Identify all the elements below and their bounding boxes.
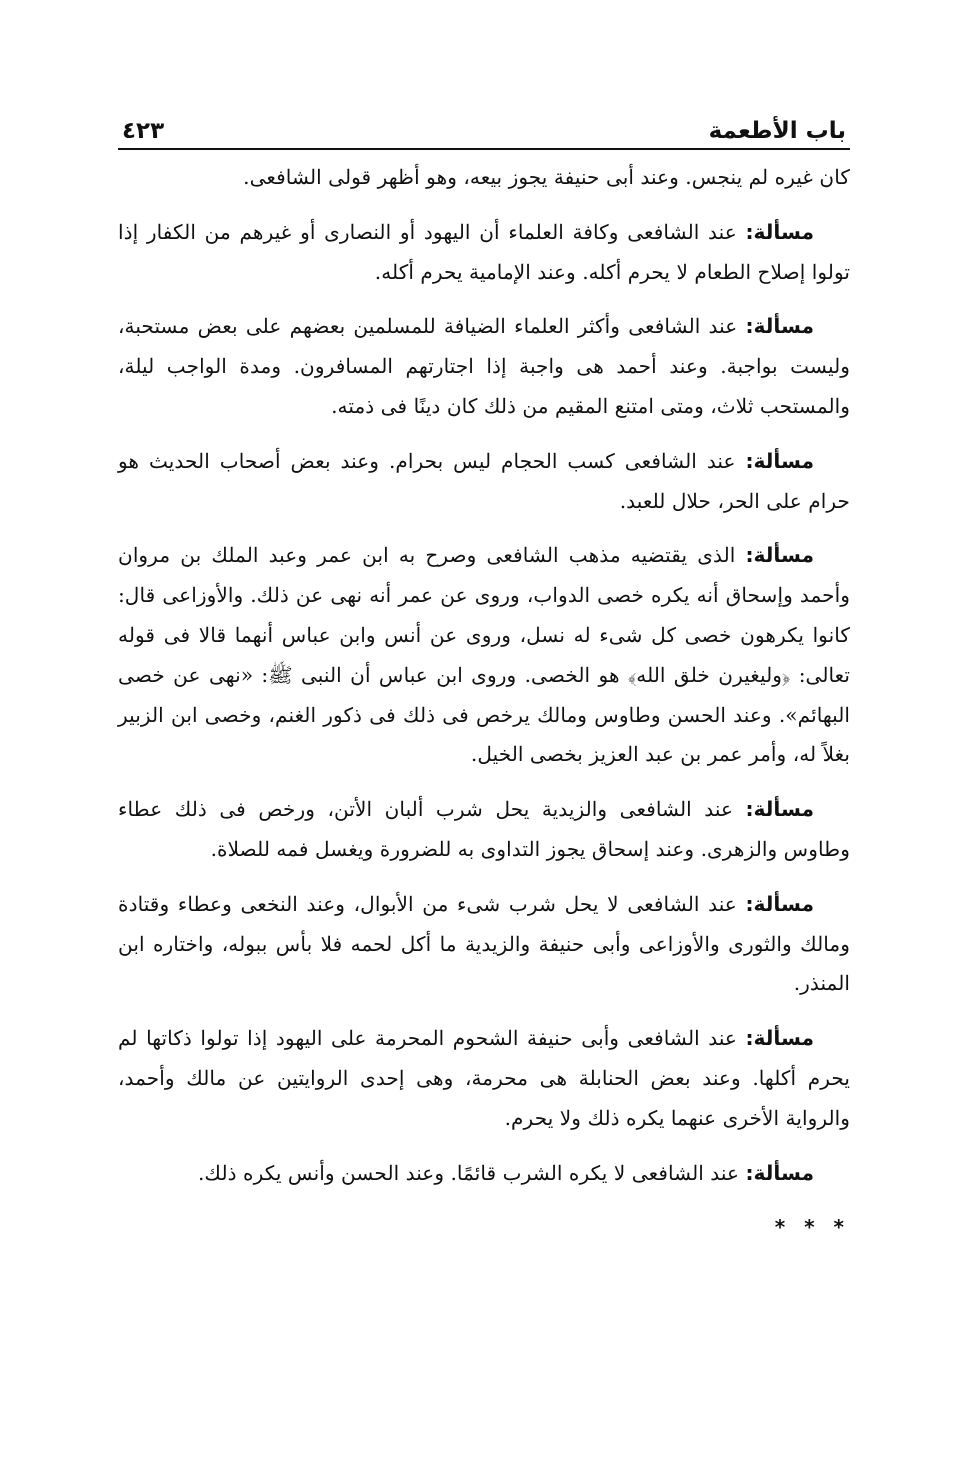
issue-term: مسألة: [745,448,814,473]
paragraph-text: الذى يقتضيه مذهب الشافعى وصرح به ابن عمر وعبد الملك بن مروان وأحمد وإسحاق أنه يكره خصى الدواب، وروى عن عمر أنه نهى عن ذلك. والأوزاعى قال: كانوا يكرهون خصى كل شىء له نسل، وروى عن أنس وابن عباس أنهما قالا فى قوله تعالى: ﴿وليغيرن خلق الله﴾ هو الخصى. وروى ابن عباس أن النبى ﷺ: «نهى عن خصى البهائم». وعند الحسن وطاوس ومالك يرخص فى ذلك فى ذكور الغنم، وخصى ابن الزبير بغلاً له، وأمر عمر بن عبد العزيز بخصى الخيل. [118,543,850,767]
issue-term: مسألة: [745,797,814,822]
paragraph-text: عند الشافعى لا يكره الشرب قائمًا. وعند الحسن وأنس يكره ذلك. [198,1160,746,1185]
issue-term: مسألة: [745,219,814,244]
issue-term: مسألة: [745,314,814,339]
paragraph [118,158,850,198]
section-end-ornament: * * * [774,1215,850,1240]
paragraph-text: عند الشافعى لا يحل شرب شىء من الأبوال، وعند النخعى وعطاء وقتادة ومالك والثورى والأوزاعى وأبى حنيفة والزيدية ما أكل لحمه فلا بأس ببوله، واختاره ابن المنذر. [118,891,850,996]
paragraph [118,307,850,426]
paragraph [118,1154,850,1194]
paragraph-text: عند الشافعى وأبى حنيفة الشحوم المحرمة على اليهود إذا تولوا ذكاتها لم يحرم أكلها. وعند بعض الحنابلة هى محرمة، وهى إحدى الروايتين عن مالك وأحمد، والرواية الأخرى عنهما يكره ذلك ولا يحرم. [118,1026,850,1130]
paragraph [118,790,850,870]
paragraph-text: عند الشافعى والزيدية يحل شرب ألبان الأتن، ورخص فى ذلك عطاء وطاوس والزهرى. وعند إسحاق يجوز التداوى به للضرورة ويغسل فمه للصلاة. [118,797,850,861]
paragraph-text: عند الشافعى وأكثر العلماء الضيافة للمسلمين بعضهم على بعض مستحبة، وليست بواجبة. وعند أحمد هى واجبة إذا اجتارتهم المسافرون. ومدة الواجب ليلة، والمستحب ثلاث، ومتى امتنع المقيم من ذلك كان دينًا فى ذمته. [118,314,850,418]
paragraph [118,442,850,522]
paragraph [118,885,850,1004]
paragraph [118,536,850,775]
page-body [118,158,850,1248]
paragraph-text: عند الشافعى وكافة العلماء أن اليهود أو النصارى أو غيرهم من الكفار إذا تولوا إصلاح الطعام لا يحرم أكله. وعند الإمامية يحرم أكله. [118,219,850,284]
page-number: ٤٢٣ [122,118,165,144]
page-header [118,108,850,150]
issue-term: مسألة: [745,891,814,916]
book-page [118,108,850,1248]
paragraph [118,1019,850,1138]
issue-term: مسألة: [745,1160,814,1185]
paragraph-text: عند الشافعى كسب الحجام ليس بحرام. وعند بعض أصحاب الحديث هو حرام على الحر، حلال للعبد. [118,448,850,513]
issue-term: مسألة: [745,1026,814,1051]
paragraph-text: كان غيره لم ينجس. وعند أبى حنيفة يجوز بيعه، وهو أظهر قولى الشافعى. [243,165,850,189]
issue-term: مسألة: [745,543,814,568]
paragraph [118,213,850,293]
running-title: باب الأطعمة [708,118,846,144]
